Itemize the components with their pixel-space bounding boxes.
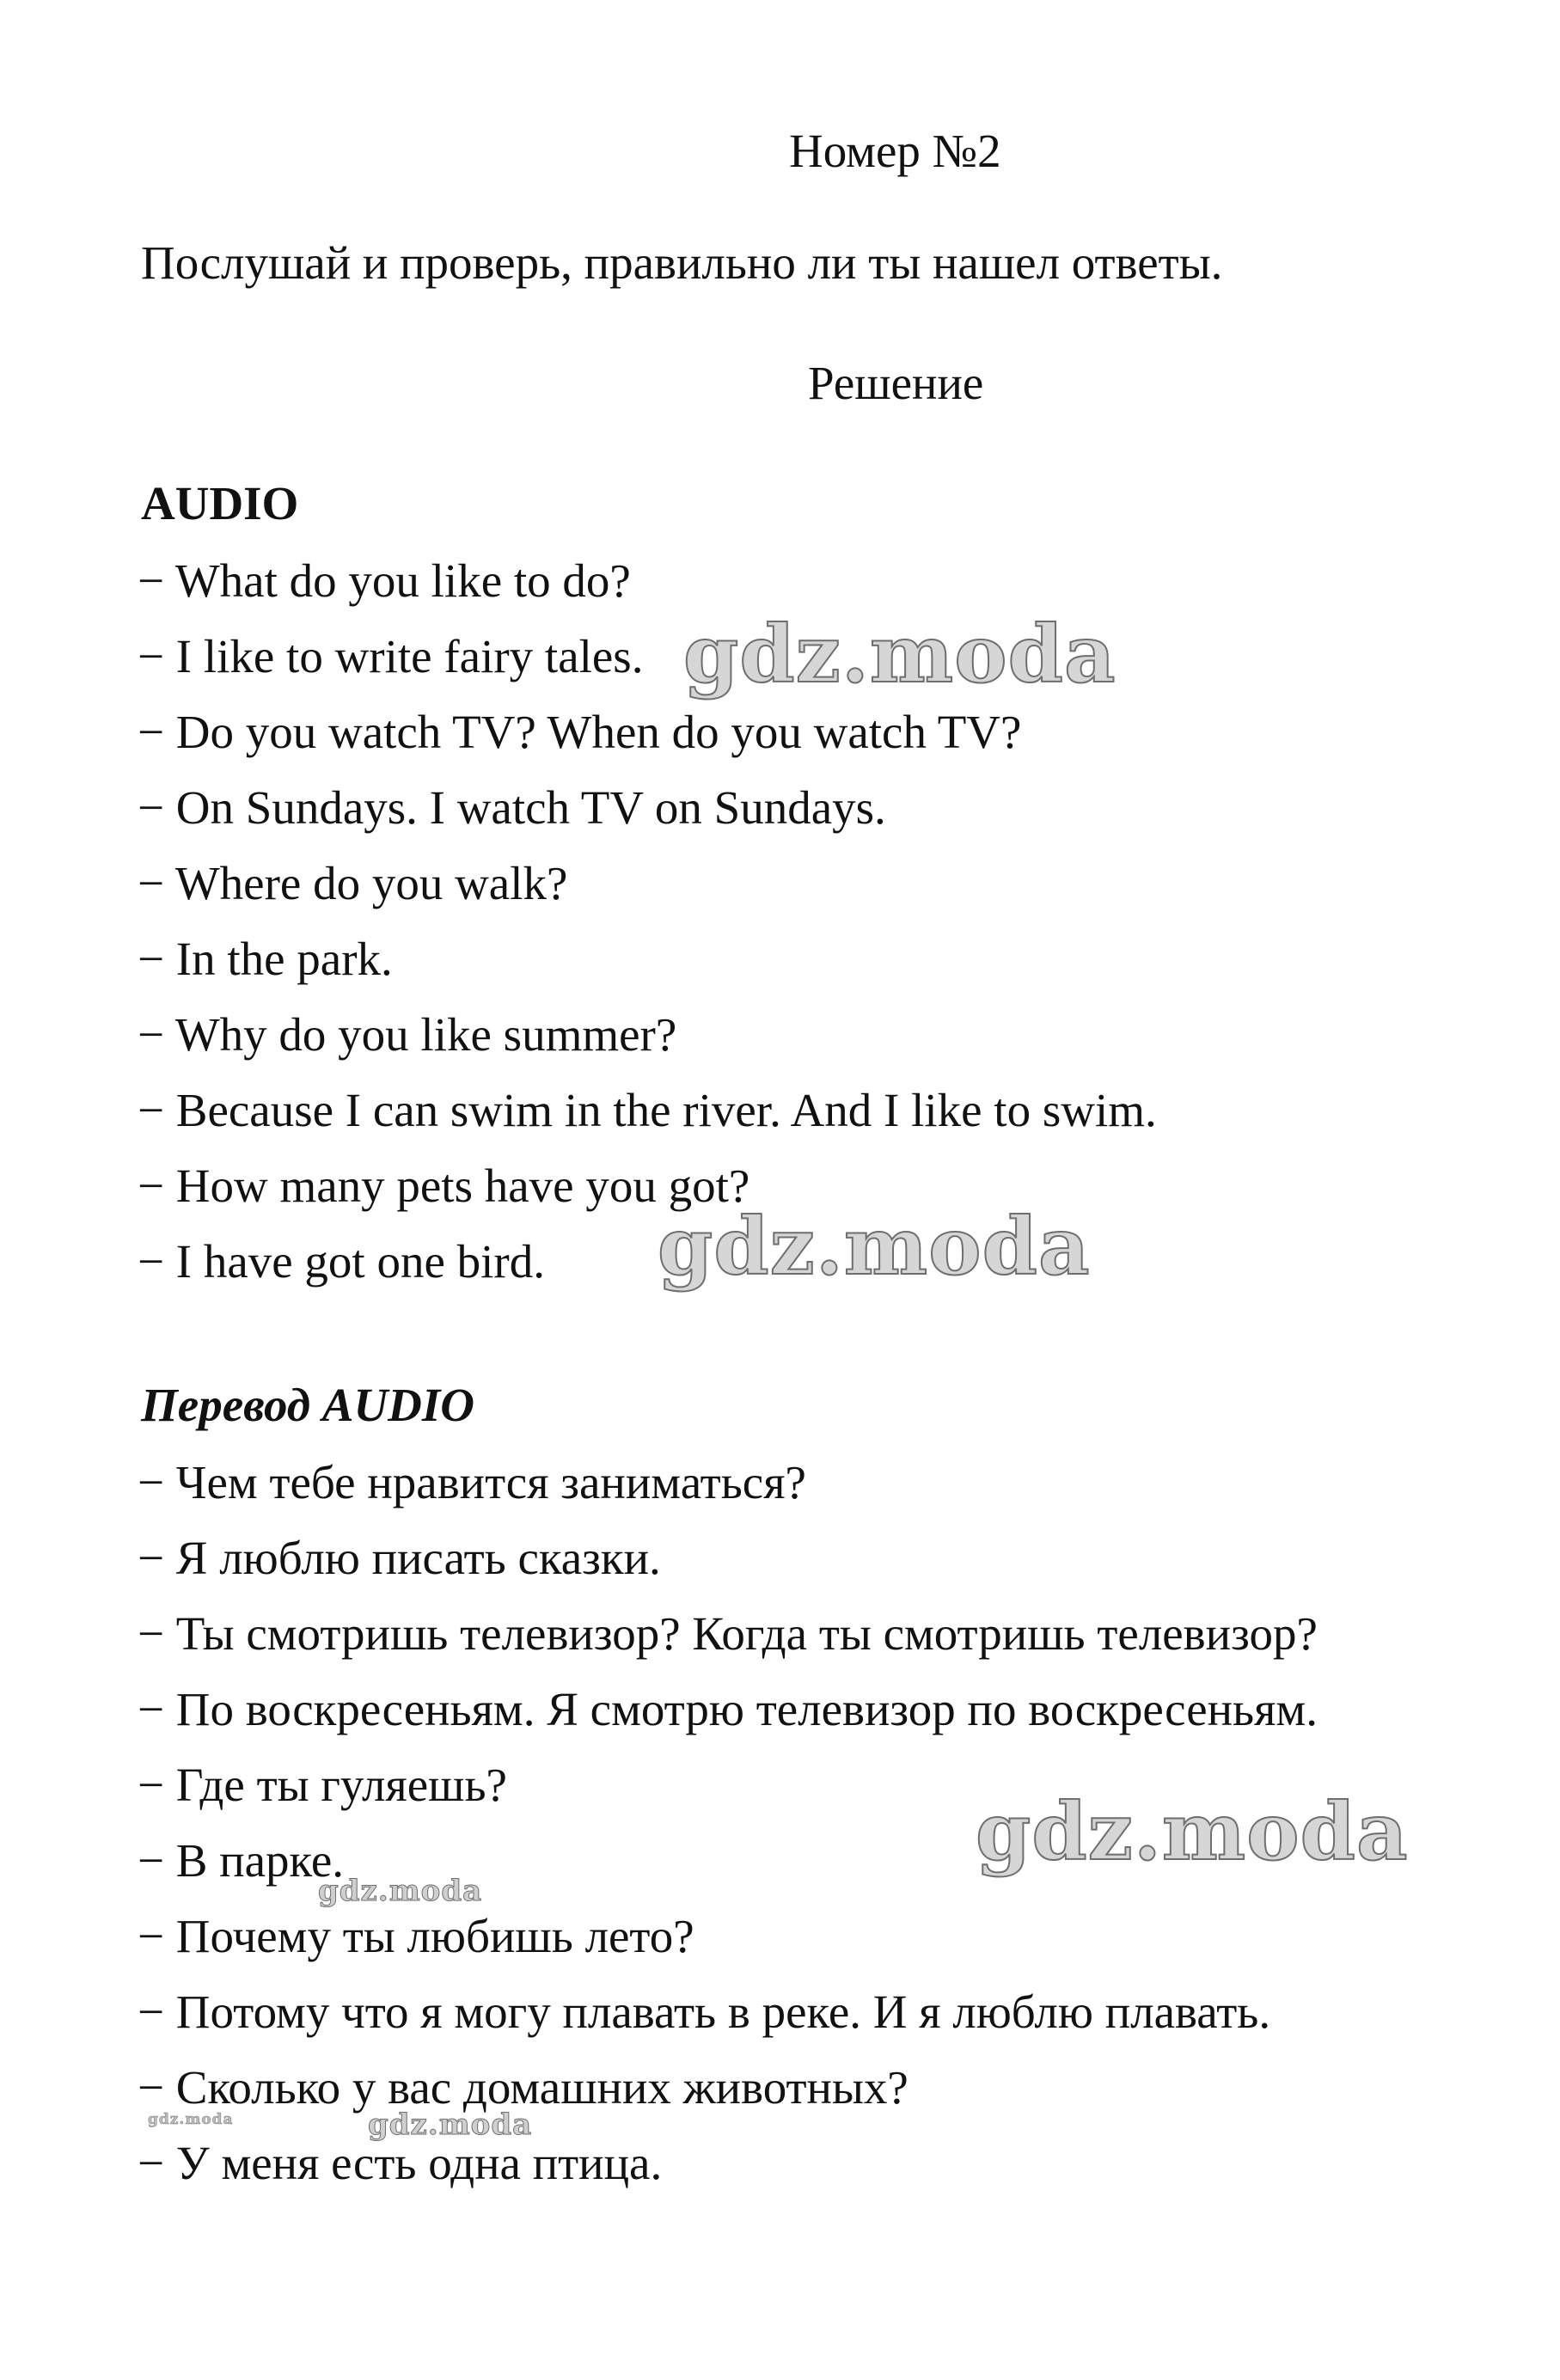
translation-heading: Перевод AUDIO [141, 1379, 475, 1431]
audio-line: − Where do you walk? [138, 857, 568, 909]
translation-line: − Где ты гуляешь? [138, 1759, 507, 1811]
audio-line: − Do you watch TV? When do you watch TV? [138, 706, 1022, 758]
translation-line: − Я люблю писать сказки. [138, 1532, 661, 1584]
audio-line: − In the park. [138, 933, 393, 985]
page-title: Номер №2 [789, 125, 1001, 177]
task-instruction: Послушай и проверь, правильно ли ты нашел ответы. [141, 236, 1223, 289]
audio-line: − How many pets have you got? [138, 1159, 750, 1212]
translation-line: − Сколько у вас домашних животных? [138, 2061, 908, 2114]
translation-line: − У меня есть одна птица. [138, 2137, 663, 2189]
audio-line: − I like to write fairy tales. [138, 630, 644, 682]
watermark-logo: gdz.moda [368, 2108, 533, 2142]
translation-line: − Ты смотришь телевизор? Когда ты смотришь телевизор? [138, 1607, 1318, 1660]
audio-line: − What do you like to do? [138, 554, 631, 607]
watermark-logo: gdz.moda [976, 1785, 1409, 1878]
translation-line: − Чем тебе нравится заниматься? [138, 1456, 806, 1508]
translation-line: − В парке. [138, 1834, 345, 1887]
audio-line: − Because I can swim in the river. And I like to swim. [138, 1084, 1157, 1136]
audio-line: − Why do you like summer? [138, 1008, 677, 1061]
watermark-logo: gdz.moda [683, 608, 1116, 701]
translation-line: − Потому что я могу плавать в реке. И я люблю плавать. [138, 1985, 1271, 2038]
audio-heading: AUDIO [141, 477, 299, 529]
translation-line: − По воскресеньям. Я смотрю телевизор по воскресеньям. [138, 1683, 1318, 1735]
audio-line: − On Sundays. I watch TV on Sundays. [138, 781, 886, 834]
translation-line: − Почему ты любишь лето? [138, 1910, 694, 1962]
watermark-logo: gdz.moda [318, 1874, 483, 1908]
watermark-logo: gdz.moda [148, 2111, 234, 2128]
solution-label: Решение [808, 357, 984, 409]
watermark-logo: gdz.moda [658, 1200, 1091, 1293]
audio-line: − I have got one bird. [138, 1235, 545, 1288]
